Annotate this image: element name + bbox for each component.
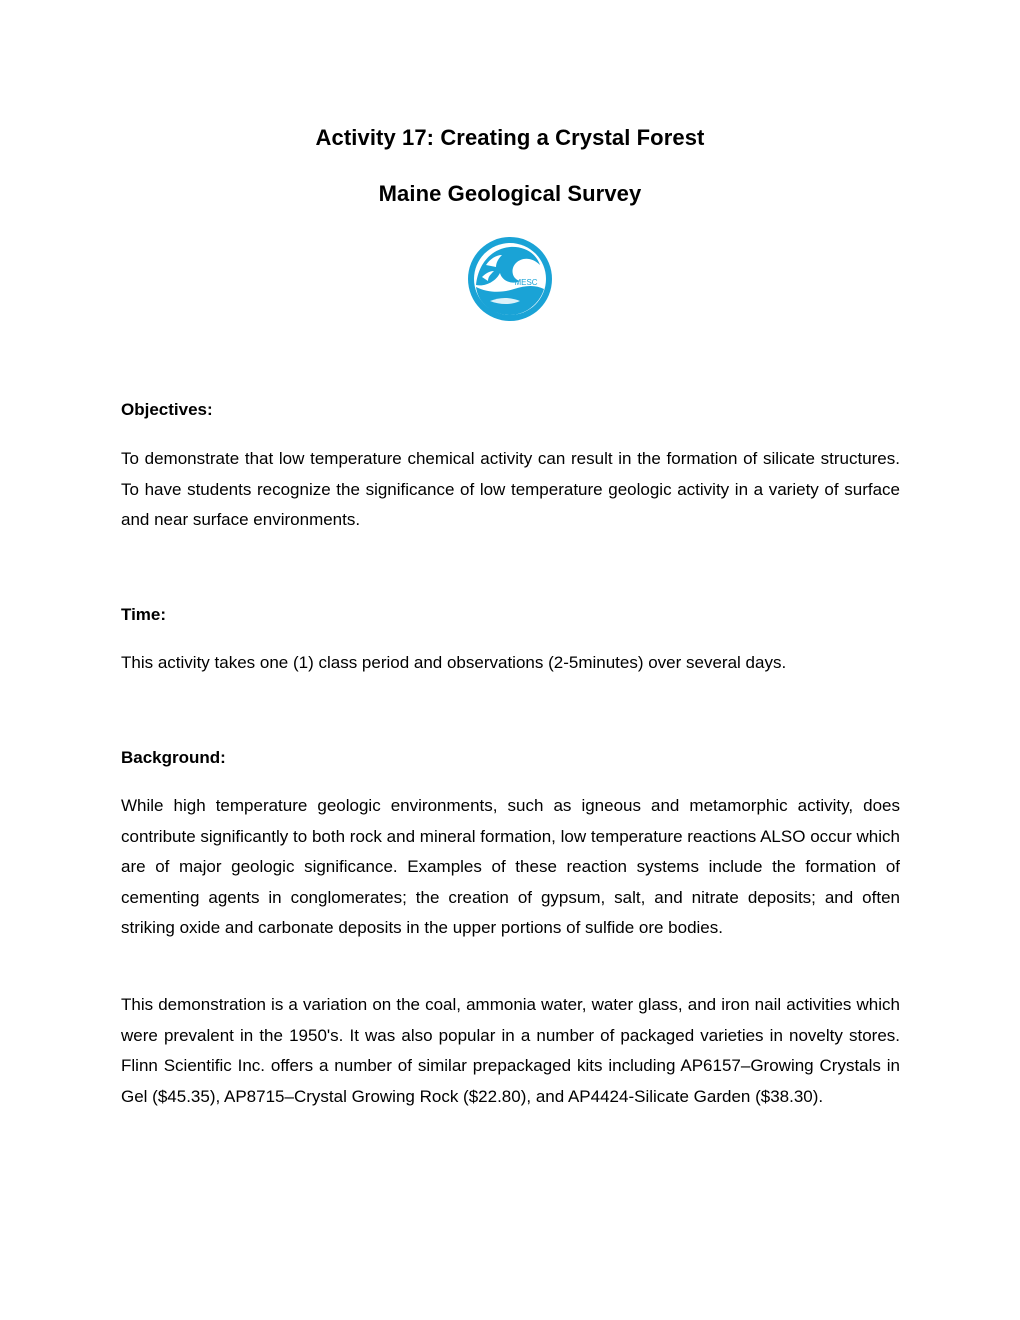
wave-seal-logo-icon xyxy=(466,235,554,323)
background-paragraph: While high temperature geologic environments, such as igneous and metamorphic activity, does contribute significantly to both rock and mineral formation, low temperature reactions ALSO occur which are of major geologic significance. Examples of these reaction systems include the formation of cementing agents in conglomerates; the creation of gypsum, salt, and nitrate deposits; and often striking oxide and carbonate deposits in the upper portions of sulfide ore bodies. xyxy=(121,796,900,937)
svg-text:MESC: MESC xyxy=(514,278,538,287)
time-paragraph: This activity takes one (1) class period and observations (2-5minutes) over several days. xyxy=(121,653,787,672)
background-heading: Background: xyxy=(121,748,226,767)
time-heading: Time: xyxy=(121,605,167,624)
objectives-paragraph: To demonstrate that low temperature chemical activity can result in the formation of silicate structures. To have students recognize the significance of low temperature geologic activity in a variety of surface and near surface environments. xyxy=(121,449,900,529)
background-paragraph: This demonstration is a variation on the coal, ammonia water, water glass, and iron nail activities which were prevalent in the 1950's. It was also popular in a number of packaged varieties in novelty stores. Flinn Scientific Inc. offers a number of similar prepackaged kits including AP6157–Growing Crystals in Gel ($45.35), AP8715–Crystal Growing Rock ($22.80), and AP4424-Silicate Garden ($38.30). xyxy=(121,995,900,1106)
document-title: Activity 17: Creating a Crystal Forest xyxy=(315,125,705,150)
document-subtitle: Maine Geological Survey xyxy=(378,181,642,206)
objectives-heading: Objectives: xyxy=(121,400,213,419)
